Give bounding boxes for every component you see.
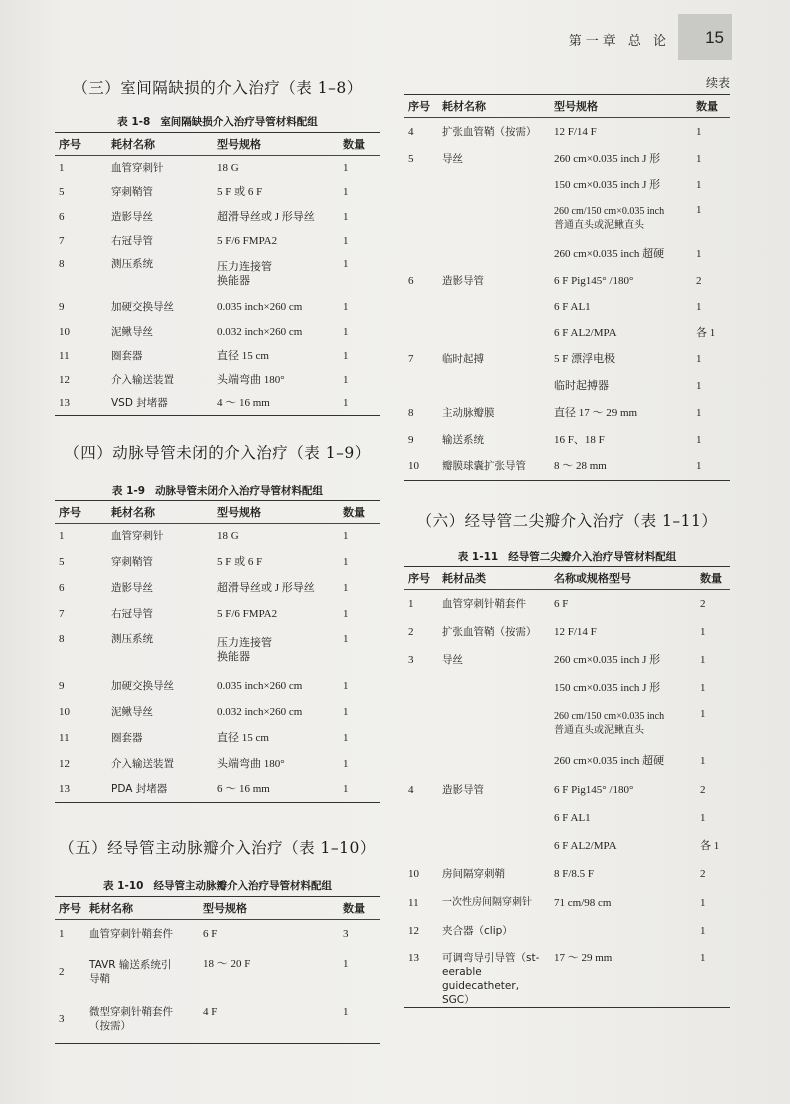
cell-qty: 3: [343, 927, 349, 940]
cell-no: 10: [59, 705, 70, 718]
cell-no: 6: [59, 581, 65, 594]
cell-spec: 260 cm×0.035 inch J 形: [554, 152, 661, 165]
cell-qty: 1: [343, 757, 349, 770]
cell-spec-line: 普通直头或泥鳅直头: [554, 724, 644, 736]
cell-spec: 260 cm×0.035 inch J 形: [554, 653, 661, 666]
cell-spec: 0.032 inch×260 cm: [217, 705, 303, 718]
col-header: 序号: [55, 133, 107, 156]
table-row: [404, 860, 730, 889]
cell-spec: 头端弯曲 180°: [217, 373, 285, 386]
table-row: [55, 320, 380, 344]
section-heading-mitral: （六）经导管二尖瓣介入治疗（表 1–11）: [416, 512, 718, 530]
table-row: [404, 346, 730, 373]
table-row: [404, 294, 730, 320]
table-row: [55, 253, 380, 295]
cell-spec: 8 F/8.5 F: [554, 868, 595, 880]
cell-no: 1: [59, 161, 65, 174]
table-row: [404, 198, 730, 240]
cell-qty: 1: [343, 210, 349, 223]
cell-spec: 17 ～ 29 mm: [554, 951, 613, 964]
cell-qty: 1: [696, 203, 702, 216]
table-row: [55, 156, 380, 180]
cell-qty: 1: [696, 125, 702, 138]
cell-no: 2: [408, 625, 414, 638]
cell-name: VSD 封堵器: [111, 397, 168, 410]
cell-qty: 1: [700, 896, 706, 909]
cell-spec-line: 压力连接管: [217, 260, 272, 273]
table-1-11: [404, 566, 730, 1008]
cell-qty: 1: [696, 433, 702, 446]
table-row: [55, 392, 380, 416]
cell-spec: 6 F AL1: [554, 300, 591, 313]
table-row: [55, 725, 380, 751]
col-header: 序号: [404, 567, 438, 590]
cell-no: 13: [59, 397, 70, 410]
cell-spec: 260 cm×0.035 inch 超硬: [554, 754, 665, 767]
cell-spec: 18 G: [217, 161, 239, 174]
cell-no: 10: [408, 460, 419, 473]
cell-name: 右冠导管: [111, 607, 153, 620]
cell-spec: 直径 15 cm: [217, 349, 269, 362]
cell-name: 导丝: [442, 152, 463, 165]
cell-no: 6: [408, 274, 414, 287]
col-header: 型号规格: [550, 95, 692, 118]
section-heading-pda: （四）动脉导管未闭的介入治疗（表 1–9）: [64, 444, 371, 462]
cell-qty: 1: [696, 460, 702, 473]
right-column: [404, 0, 730, 1104]
table-caption-1-8: [55, 114, 380, 129]
cell-spec: 12 F/14 F: [554, 625, 597, 638]
cell-name: 夹合器（clip）: [442, 924, 513, 937]
cell-name: 圈套器: [111, 349, 143, 362]
cell-qty: 各 1: [700, 839, 720, 852]
cell-name: PDA 封堵器: [111, 783, 168, 796]
cell-spec: 头端弯曲 180°: [217, 757, 285, 770]
cell-qty: 1: [343, 783, 349, 796]
cell-no: 3: [59, 1013, 65, 1026]
cell-no: 11: [59, 731, 70, 744]
caption-title: 经导管二尖瓣介入治疗导管材料配组: [508, 551, 677, 563]
col-header: 数量: [339, 897, 380, 920]
cell-name-line: TAVR 输送系统引: [89, 958, 172, 971]
cell-no: 8: [59, 632, 65, 645]
col-header: 序号: [55, 501, 107, 524]
cell-spec: 0.035 inch×260 cm: [217, 301, 303, 313]
cell-qty: 1: [343, 301, 349, 313]
cell-spec-line: 普通直头或泥鳅直头: [554, 219, 644, 231]
cell-qty: 1: [696, 353, 702, 365]
cell-qty: 2: [700, 597, 706, 610]
cell-name: 扩张血管鞘（按需）: [442, 625, 537, 638]
cell-qty: 1: [700, 625, 706, 638]
table-row: [55, 601, 380, 627]
cell-qty: 1: [700, 681, 706, 694]
table-row: [404, 702, 730, 746]
cell-spec: 8 ～ 28 mm: [554, 460, 607, 473]
cell-no: 12: [408, 924, 419, 937]
caption-number: 表 1-9: [111, 485, 146, 497]
cell-name-line: 导鞘: [89, 972, 110, 985]
cell-name: 导丝: [442, 653, 463, 666]
cell-spec: 直径 17 ～ 29 mm: [554, 407, 638, 419]
cell-name-line: SGC）: [442, 993, 475, 1006]
left-column: [55, 0, 380, 1104]
table-row: [55, 673, 380, 699]
table-row: [55, 368, 380, 392]
cell-no: 12: [59, 373, 70, 386]
cell-spec: 12 F/14 F: [554, 125, 597, 138]
table-row: [404, 268, 730, 294]
cell-no: 1: [408, 597, 414, 610]
cell-spec: 18 G: [217, 530, 239, 543]
cell-name: 主动脉瓣膜: [442, 407, 495, 419]
cell-no: 9: [59, 301, 65, 313]
cell-name: 输送系统: [442, 433, 484, 446]
cell-qty: 1: [700, 754, 706, 767]
cell-no: 1: [59, 530, 65, 543]
cell-spec-line: 260 cm/150 cm×0.035 inch: [554, 710, 665, 722]
cell-no: 8: [408, 407, 414, 419]
cell-name: 测压系统: [111, 632, 153, 645]
cell-qty: 1: [696, 247, 702, 260]
cell-qty: 1: [343, 731, 349, 744]
cell-spec: 直径 15 cm: [217, 731, 269, 744]
cell-no: 10: [408, 868, 419, 880]
col-header: 耗材名称: [85, 897, 199, 920]
cell-spec: 5 F/6 FMPA2: [217, 607, 278, 620]
section-heading-vsd: （三）室间隔缺损的介入治疗（表 1–8）: [72, 79, 363, 97]
cell-spec: 6 F Pig145° /180°: [554, 783, 634, 796]
col-header: 耗材名称: [107, 133, 213, 156]
cell-no: 7: [59, 607, 65, 620]
cell-spec: 5 F 或 6 F: [217, 555, 263, 568]
cell-spec: 6 F: [203, 927, 218, 940]
cell-name-line: 微型穿刺针鞘套件: [89, 1006, 173, 1019]
cell-spec: 150 cm×0.035 inch J 形: [554, 681, 661, 694]
cell-spec: 6 F AL1: [554, 811, 591, 824]
page-number: 15: [705, 28, 724, 47]
cell-name: 血管穿刺针: [111, 530, 164, 543]
cell-spec: 18 ～ 20 F: [203, 957, 251, 970]
cell-name: 一次性房间隔穿刺针: [442, 896, 532, 908]
cell-no: 10: [59, 325, 70, 338]
cell-no: 7: [408, 353, 414, 365]
cell-qty: 1: [343, 530, 349, 543]
table-caption-1-9: [55, 483, 380, 498]
col-header: 序号: [55, 897, 85, 920]
cell-spec: 16 F、18 F: [554, 433, 605, 446]
cell-name: 泥鳅导丝: [111, 705, 153, 718]
cell-name: 血管穿刺针: [111, 161, 164, 174]
cell-qty: 1: [343, 705, 349, 718]
table-header-row: [55, 133, 380, 156]
cell-name-line: 可调弯导引导管（st-: [442, 951, 540, 964]
table-row: [55, 920, 380, 948]
table-row: [55, 699, 380, 725]
cell-name: 瓣膜球囊扩张导管: [442, 460, 526, 473]
cell-no: 12: [59, 757, 70, 770]
table-1-10-continued: [404, 94, 730, 481]
cell-spec: 超滑导丝或 J 形导丝: [217, 210, 315, 223]
chapter-title: 第一章 总 论: [568, 34, 670, 49]
cell-qty: 1: [343, 581, 349, 594]
cell-spec: 0.032 inch×260 cm: [217, 325, 303, 338]
table-row: [404, 917, 730, 945]
table-row: [55, 575, 380, 601]
col-header: 名称或规格型号: [550, 567, 696, 590]
col-header: 耗材名称: [438, 95, 550, 118]
table-row: [404, 590, 730, 618]
table-row: [404, 746, 730, 776]
cell-spec-line: 260 cm/150 cm×0.035 inch: [554, 205, 665, 217]
table-row: [55, 751, 380, 777]
cell-spec: 150 cm×0.035 inch J 形: [554, 178, 661, 191]
cell-spec-line: 压力连接管: [217, 636, 272, 649]
cell-spec: 71 cm/98 cm: [554, 896, 612, 909]
cell-name: 造影导管: [442, 274, 484, 287]
table-row: [404, 646, 730, 674]
cell-no: 2: [59, 965, 65, 978]
cell-no: 9: [408, 433, 414, 446]
table-row: [55, 205, 380, 229]
cell-qty: 1: [343, 607, 349, 620]
section-heading-tavr: （五）经导管主动脉瓣介入治疗（表 1–10）: [59, 839, 376, 857]
table-row: [404, 618, 730, 646]
cell-name: 泥鳅导丝: [111, 325, 153, 338]
table-row: [55, 524, 380, 549]
table-row: [55, 295, 380, 320]
cell-name: 介入输送装置: [111, 757, 174, 770]
table-row: [404, 146, 730, 172]
cell-spec: 超滑导丝或 J 形导丝: [217, 581, 315, 594]
table-row: [404, 373, 730, 400]
cell-name-line: eerable guidecatheter,: [442, 965, 520, 992]
cell-spec: 6 F: [554, 597, 569, 610]
cell-spec: 5 F 或 6 F: [217, 186, 263, 198]
cell-qty: 1: [696, 178, 702, 191]
cell-no: 7: [59, 234, 65, 247]
table-row: [55, 627, 380, 673]
cell-qty: 1: [343, 632, 349, 645]
cell-name: 造影导丝: [111, 210, 153, 223]
table-row: [404, 832, 730, 860]
table-row: [55, 948, 380, 996]
cell-no: 9: [59, 679, 65, 692]
table-1-8: [55, 132, 380, 416]
table-row: [404, 945, 730, 1008]
table-row: [55, 996, 380, 1044]
table-row: [404, 240, 730, 268]
cell-name-line: （按需）: [89, 1020, 131, 1033]
continued-label: 续表: [705, 76, 730, 90]
col-header: 耗材名称: [107, 501, 213, 524]
cell-qty: 2: [700, 868, 706, 880]
cell-qty: 1: [343, 679, 349, 692]
table-row: [404, 674, 730, 702]
cell-spec: 临时起搏器: [554, 380, 609, 392]
table-header-row: [55, 501, 380, 524]
table-row: [404, 400, 730, 427]
col-header: 序号: [404, 95, 438, 118]
caption-number: 表 1-11: [457, 551, 499, 563]
cell-no: 5: [408, 152, 414, 165]
cell-qty: 1: [343, 349, 349, 362]
cell-name: 血管穿刺针鞘套件: [442, 597, 526, 610]
table-row: [404, 172, 730, 198]
cell-spec: 5 F/6 FMPA2: [217, 234, 278, 247]
cell-qty: 1: [696, 300, 702, 313]
col-header: 数量: [339, 133, 380, 156]
cell-no: 6: [59, 210, 65, 223]
cell-qty: 1: [696, 152, 702, 165]
cell-qty: 1: [700, 653, 706, 666]
cell-spec: 4 F: [203, 1005, 218, 1018]
table-row: [55, 180, 380, 205]
table-1-9: [55, 500, 380, 803]
table-row: [404, 776, 730, 804]
table-header-row: [404, 567, 730, 590]
cell-spec: 6 F AL2/MPA: [554, 326, 617, 339]
cell-name: 介入输送装置: [111, 373, 174, 386]
cell-spec: 5 F 漂浮电极: [554, 353, 616, 365]
table-row: [55, 344, 380, 368]
cell-name: 穿刺鞘管: [111, 186, 153, 198]
cell-no: 4: [408, 125, 414, 138]
cell-name: 穿刺鞘管: [111, 555, 153, 568]
cell-spec: 260 cm×0.035 inch 超硬: [554, 247, 665, 260]
cell-name: 造影导丝: [111, 581, 153, 594]
col-header: 型号规格: [213, 133, 339, 156]
cell-qty: 各 1: [696, 326, 716, 339]
cell-name: 临时起搏: [442, 353, 484, 365]
cell-qty: 1: [343, 161, 349, 174]
cell-qty: 1: [343, 234, 349, 247]
table-row: [55, 777, 380, 803]
col-header: 数量: [339, 501, 380, 524]
cell-qty: 1: [343, 257, 349, 270]
cell-qty: 1: [700, 951, 706, 964]
cell-qty: 2: [696, 274, 702, 287]
caption-title: 经导管主动脉瓣介入治疗导管材料配组: [153, 880, 332, 892]
table-caption-1-11: [404, 549, 730, 564]
table-row: [404, 427, 730, 453]
cell-qty: 1: [343, 555, 349, 568]
cell-spec: 0.035 inch×260 cm: [217, 679, 303, 692]
caption-number: 表 1-10: [103, 880, 144, 892]
cell-qty: 1: [696, 380, 702, 392]
cell-qty: 2: [700, 783, 706, 796]
table-header-row: [55, 897, 380, 920]
cell-spec: 6 F Pig145° /180°: [554, 274, 634, 287]
cell-no: 5: [59, 186, 65, 198]
cell-no: 13: [408, 951, 419, 964]
table-header-row: [404, 95, 730, 118]
cell-qty: 1: [343, 186, 349, 198]
table-row: [55, 229, 380, 253]
cell-no: 11: [408, 896, 419, 909]
cell-qty: 1: [700, 924, 706, 937]
caption-title: 动脉导管未闭介入治疗导管材料配组: [155, 485, 324, 497]
cell-spec: 6 ～ 16 mm: [217, 783, 270, 796]
cell-no: 3: [408, 653, 414, 666]
cell-name: 圈套器: [111, 731, 143, 744]
cell-name: 测压系统: [111, 257, 153, 270]
cell-qty: 1: [343, 373, 349, 386]
cell-qty: 1: [343, 957, 349, 970]
cell-qty: 1: [343, 1005, 349, 1018]
cell-name: 右冠导管: [111, 234, 153, 247]
cell-name: 造影导管: [442, 783, 484, 796]
cell-spec: 6 F AL2/MPA: [554, 839, 617, 852]
col-header: 型号规格: [213, 501, 339, 524]
caption-title: 室间隔缺损介入治疗导管材料配组: [160, 116, 318, 128]
table-row: [404, 804, 730, 832]
cell-qty: 1: [700, 707, 706, 720]
cell-no: 11: [59, 349, 70, 362]
cell-no: 13: [59, 783, 70, 796]
table-row: [404, 453, 730, 481]
col-header: 耗材品类: [438, 567, 550, 590]
cell-name: 房间隔穿刺鞘: [442, 868, 505, 880]
table-row: [404, 320, 730, 346]
cell-no: 5: [59, 555, 65, 568]
col-header: 数量: [696, 567, 730, 590]
table-caption-1-10: [55, 878, 380, 893]
cell-name: 扩张血管鞘（按需）: [442, 125, 537, 138]
col-header: 数量: [692, 95, 730, 118]
cell-no: 8: [59, 257, 65, 270]
cell-qty: 1: [696, 407, 702, 419]
cell-no: 1: [59, 927, 65, 940]
cell-spec-line: 换能器: [217, 650, 250, 663]
col-header: 型号规格: [199, 897, 339, 920]
table-row: [404, 889, 730, 917]
cell-name: 加硬交换导丝: [111, 301, 174, 313]
table-row: [55, 549, 380, 575]
caption-number: 表 1-8: [117, 116, 151, 128]
cell-qty: 1: [700, 811, 706, 824]
cell-name: 血管穿刺针鞘套件: [89, 927, 173, 940]
table-row: [404, 118, 730, 146]
cell-no: 4: [408, 783, 414, 796]
cell-spec: 4 ～ 16 mm: [217, 397, 270, 410]
cell-name: 加硬交换导丝: [111, 679, 174, 692]
cell-qty: 1: [343, 325, 349, 338]
cell-qty: 1: [343, 397, 349, 410]
table-1-10: [55, 896, 380, 1044]
cell-spec-line: 换能器: [217, 274, 250, 287]
